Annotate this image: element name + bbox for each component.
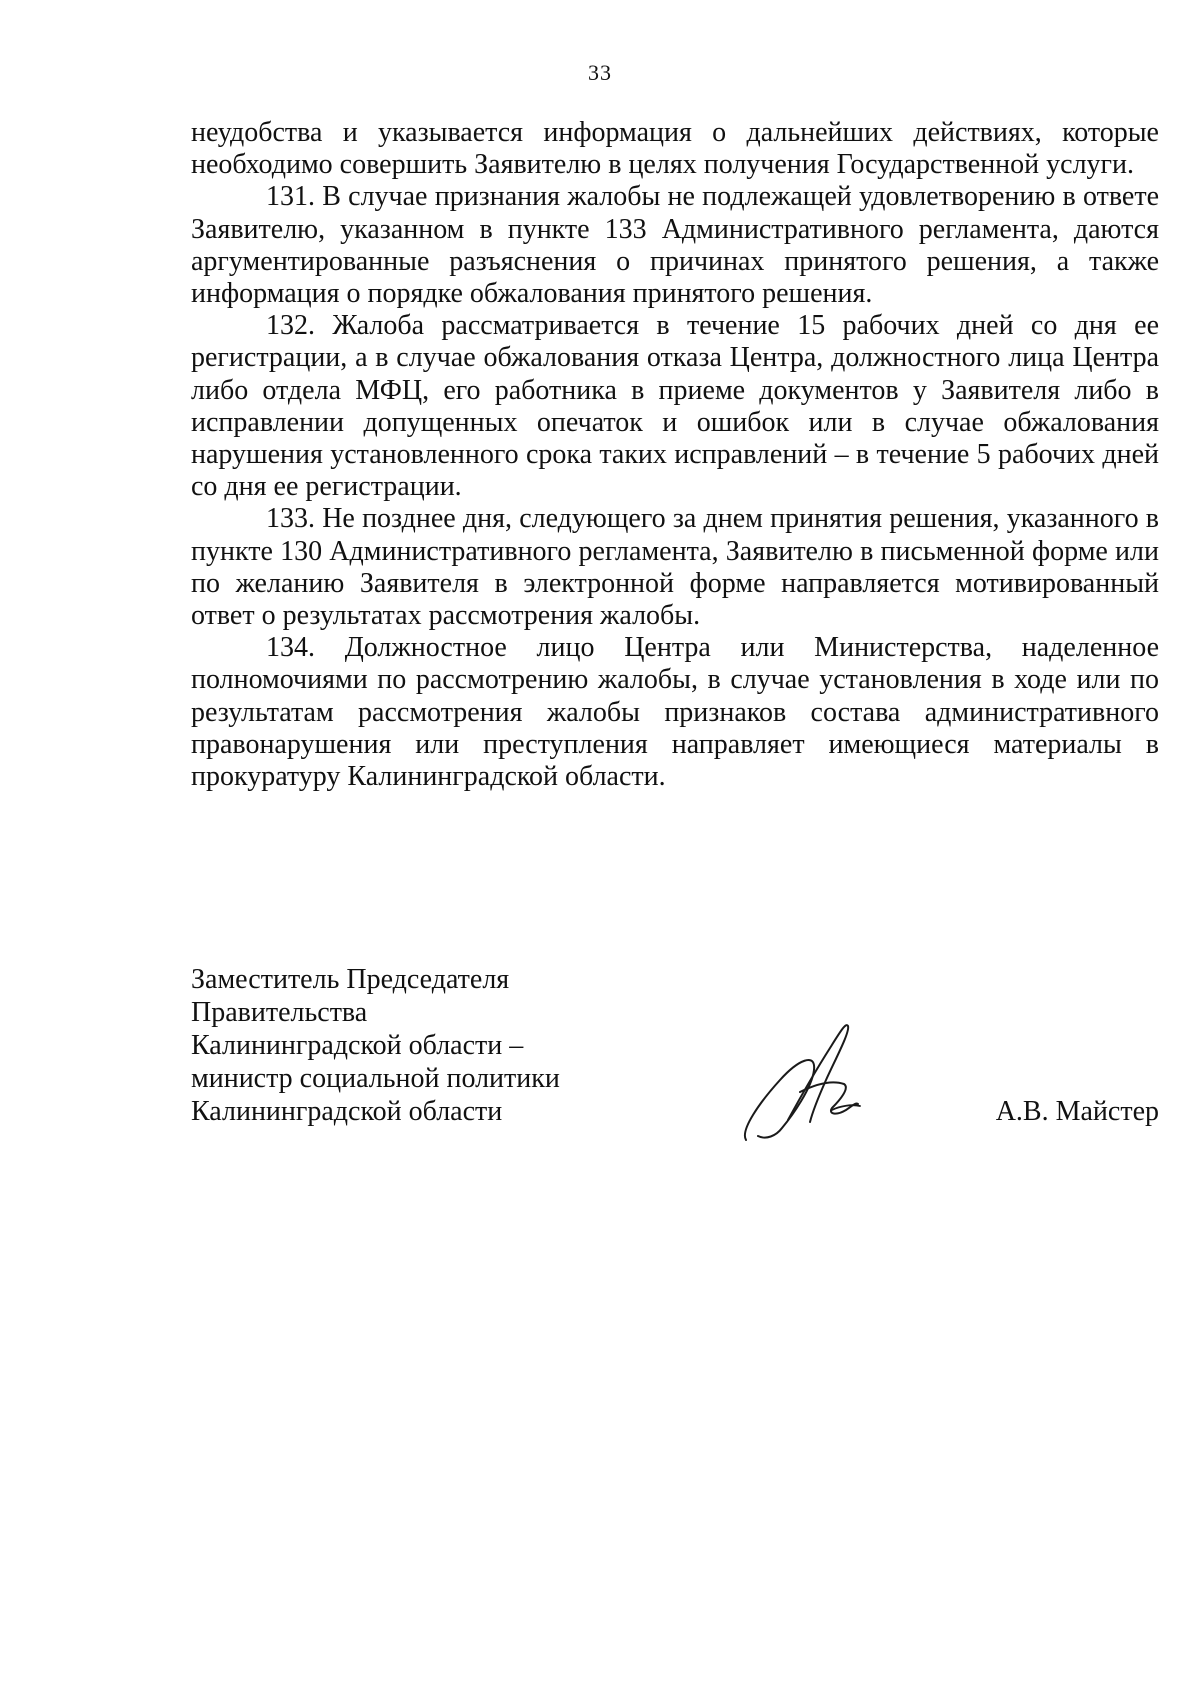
- handwritten-signature-icon: [736, 1018, 886, 1148]
- signer-title-line: Калининградской области: [191, 1096, 503, 1127]
- page-number: 33: [588, 60, 612, 85]
- paragraph-134: 134. Должностное лицо Центра или Министерства, наделенное полномочиями по рассмотрению жалобы, в случае установления в ходе или по результатам рассмотрения жалобы признаков состава административного правонарушения или преступления направляет имеющиеся материалы в прокуратуру Калининградской области.: [191, 632, 1159, 793]
- signature-block: [191, 963, 1159, 1163]
- signer-title-line: Калининградской области –: [191, 1030, 524, 1061]
- paragraph-132: 132. Жалоба рассматривается в течение 15 рабочих дней со дня ее регистрации, а в случае обжалования отказа Центра, должностного лица Центра либо отдела МФЦ, его работника в приеме документов у Заявителя либо в исправлении допущенных опечаток и ошибок или в случае обжалования нарушения установленного срока таких исправлений – в течение 5 рабочих дней со дня ее регистрации.: [191, 310, 1159, 503]
- signer-title-line: министр социальной политики: [191, 1063, 560, 1094]
- paragraph-133: 133. Не позднее дня, следующего за днем принятия решения, указанного в пункте 130 Административного регламента, Заявителю в письменной форме или по желанию Заявителя в электронной форме направляется мотивированный ответ о результатах рассмотрения жалобы.: [191, 503, 1159, 632]
- signer-title: [191, 963, 751, 1128]
- signer-name: А.В. Майстер: [995, 1096, 1159, 1127]
- document-body: [191, 117, 1159, 793]
- signer-title-line: Правительства: [191, 997, 368, 1028]
- paragraph-131: 131. В случае признания жалобы не подлежащей удовлетворению в ответе Заявителю, указанном в пункте 133 Административного регламента, даются аргументированные разъяснения о причинах принятого решения, а также информация о порядке обжалования принятого решения.: [191, 181, 1159, 310]
- signer-title-line: Заместитель Председателя: [191, 964, 510, 995]
- paragraph-continuation: неудобства и указывается информация о дальнейших действиях, которые необходимо совершить Заявителю в целях получения Государственной услуги.: [191, 117, 1159, 181]
